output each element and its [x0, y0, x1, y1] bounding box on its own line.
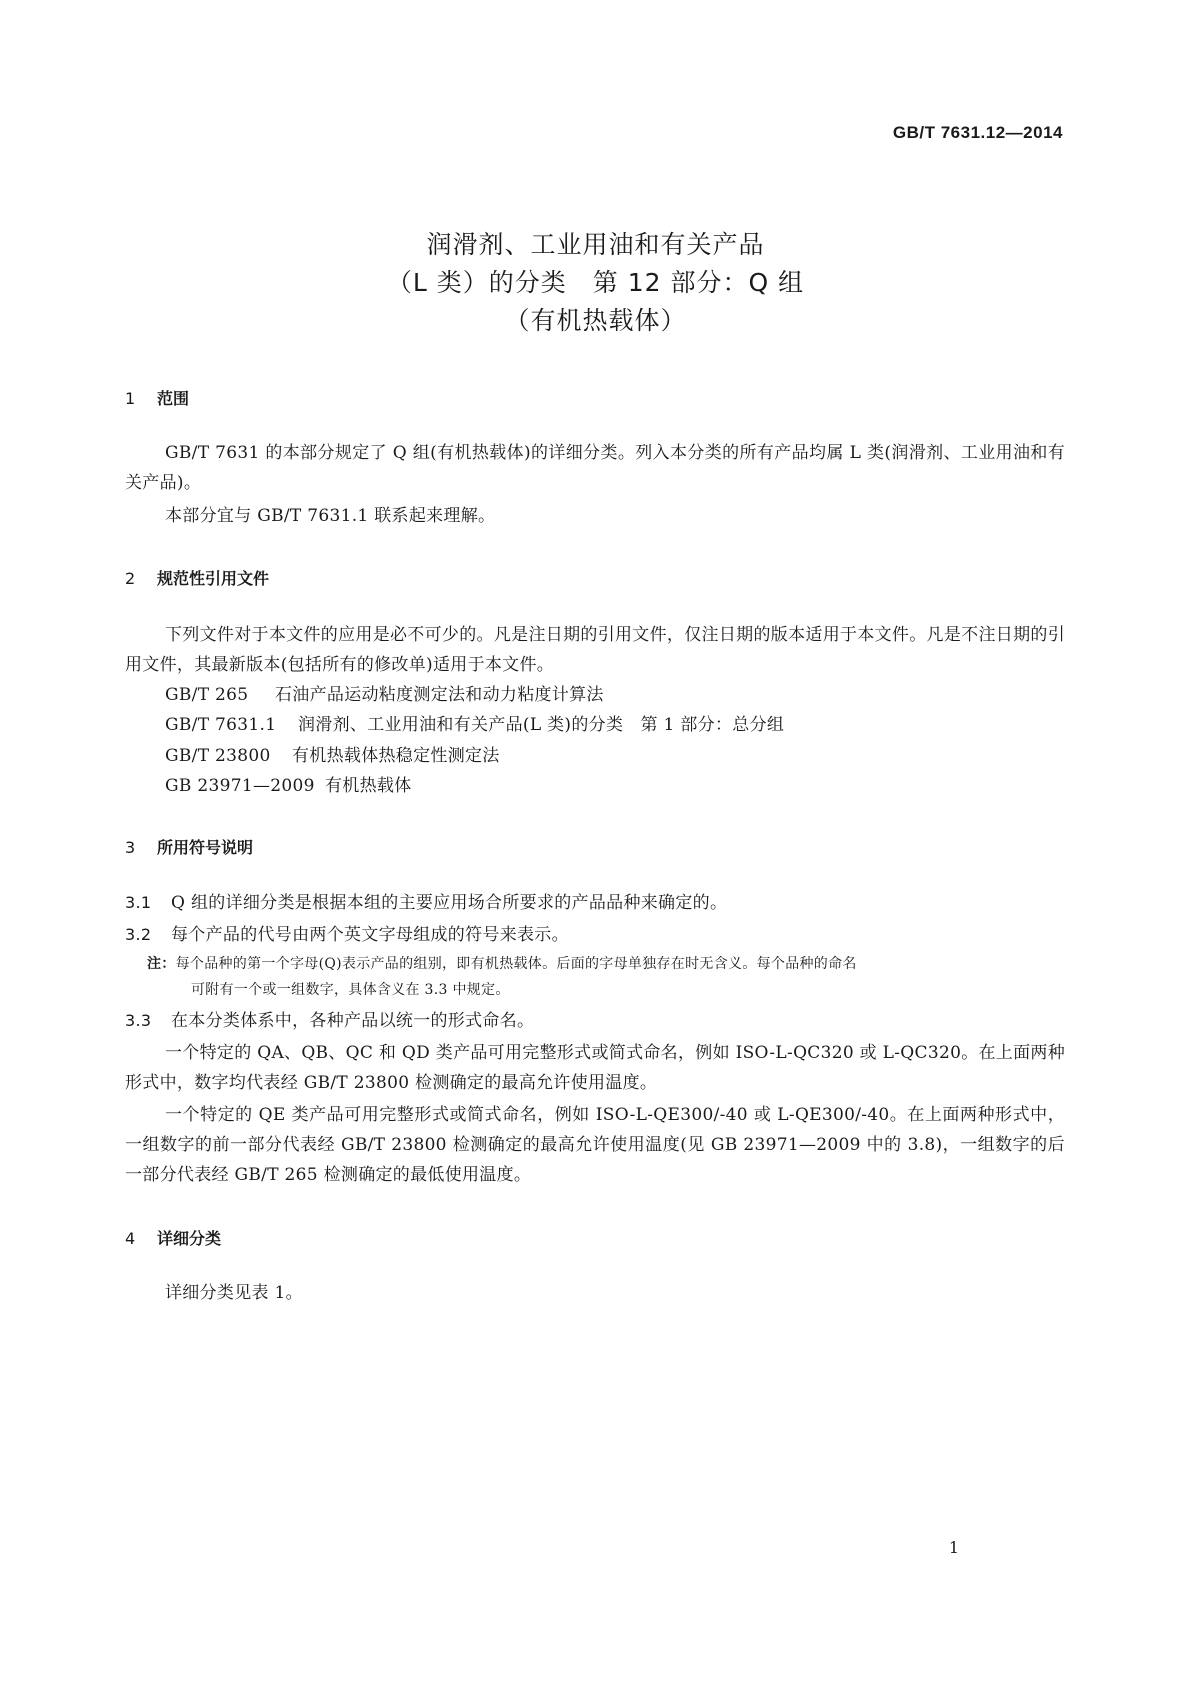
reference-code: GB/T 265: [165, 685, 249, 705]
section-number: 4: [125, 1229, 136, 1248]
reference-item: [165, 710, 784, 740]
note-line-2: 可附有一个或一组数字，具体含义在 3.3 中规定。: [191, 982, 510, 998]
section-4-heading: [125, 1226, 221, 1249]
clause-text: Q 组的详细分类是根据本组的主要应用场合所要求的产品品种来确定的。: [171, 893, 728, 913]
section-title: 详细分类: [157, 1229, 222, 1248]
section-number: 2: [125, 569, 136, 588]
reference-title: 有机热载体热稳定性测定法: [292, 746, 500, 766]
reference-item: [165, 680, 604, 710]
clause-number: 3.3: [125, 1011, 152, 1030]
standard-code: GB/T 7631.12—2014: [892, 123, 1063, 142]
reference-code: GB/T 7631.1: [165, 715, 277, 735]
clause-number: 3.2: [125, 925, 152, 944]
section-1-heading: [125, 386, 189, 409]
note-line-1: 每个品种的第一个字母(Q)表示产品的组别，即有机热载体。后面的字母单独存在时无含义。每个品种的命名: [175, 956, 857, 972]
section-3-paragraph-a: 一个特定的 QA、QB、QC 和 QD 类产品可用完整形式或简式命名，例如 ISO-L-QC320 或 L-QC320。在上面两种形式中，数字均代表经 GB/T 23800 检测确定的最高允许使用温度。: [125, 1043, 1065, 1093]
clause-3-2: [125, 920, 569, 950]
section-2-heading: [125, 566, 269, 589]
reference-title: 润滑剂、工业用油和有关产品(L 类)的分类 第 1 部分：总分组: [298, 715, 785, 735]
note-label: 注：: [147, 956, 176, 972]
note-block: [147, 951, 1065, 1003]
document-title: [0, 226, 1191, 340]
reference-code: GB 23971—2009: [165, 776, 315, 796]
section-3-heading: [125, 835, 253, 858]
section-title: 所用符号说明: [157, 838, 254, 857]
reference-item: [165, 741, 500, 771]
clause-3-3: [125, 1006, 534, 1036]
section-1-paragraph-2: 本部分宜与 GB/T 7631.1 联系起来理解。: [165, 506, 496, 526]
reference-title: 石油产品运动粘度测定法和动力粘度计算法: [275, 685, 604, 705]
section-2-paragraph-1: 下列文件对于本文件的应用是必不可少的。凡是注日期的引用文件，仅注日期的版本适用于本文件。凡是不注日期的引用文件，其最新版本(包括所有的修改单)适用于本文件。: [125, 625, 1065, 675]
clause-3-1: [125, 888, 727, 918]
title-line-2: （L 类）的分类 第 12 部分：Q 组: [386, 268, 805, 297]
reference-code: GB/T 23800: [165, 746, 271, 766]
section-3-paragraph-b: 一个特定的 QE 类产品可用完整形式或简式命名，例如 ISO-L-QE300/-40 或 L-QE300/-40。在上面两种形式中，一组数字的前一部分代表经 GB/T 23800 检测确定的最高允许使用温度(见 GB 23971—2009 中的 3.8)，一组数字的后一部分代表经 GB/T 265 检测确定的最低使用温度。: [125, 1105, 1065, 1185]
section-4-paragraph-1: 详细分类见表 1。: [165, 1283, 303, 1303]
title-line-3: （有机热载体）: [504, 306, 687, 335]
section-title: 范围: [157, 389, 190, 408]
section-title: 规范性引用文件: [157, 569, 270, 588]
clause-number: 3.1: [125, 893, 152, 912]
reference-item: [165, 771, 412, 801]
reference-title: 有机热载体: [325, 776, 412, 796]
page-number: 1: [948, 1538, 959, 1557]
section-number: 3: [125, 838, 136, 857]
title-line-1: 润滑剂、工业用油和有关产品: [426, 230, 765, 259]
section-1-paragraph-1: GB/T 7631 的本部分规定了 Q 组(有机热载体)的详细分类。列入本分类的所有产品均属 L 类(润滑剂、工业用油和有关产品)。: [125, 443, 1065, 493]
clause-text: 在本分类体系中，各种产品以统一的形式命名。: [171, 1011, 535, 1031]
section-number: 1: [125, 389, 136, 408]
clause-text: 每个产品的代号由两个英文字母组成的符号来表示。: [171, 925, 569, 945]
